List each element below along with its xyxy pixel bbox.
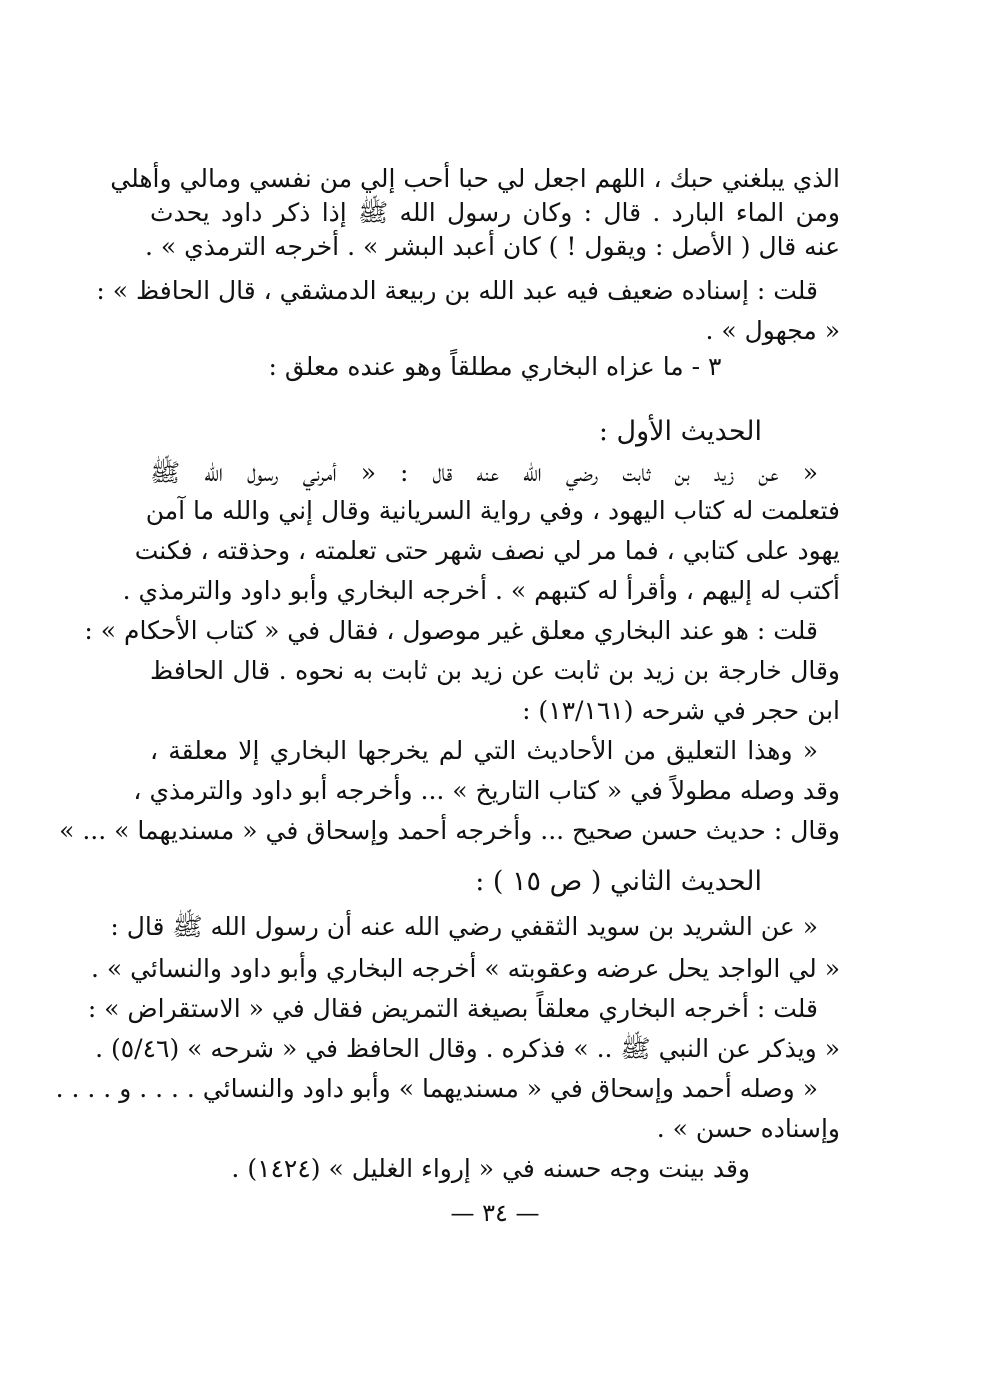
text-line: ومن الماء البارد . قال : وكان رسول الله ﷺ إذا ذكر داود يحدث bbox=[150, 198, 840, 227]
text-line: « عن الشريد بن سويد الثقفي رضي الله عنه أن رسول الله ﷺ قال : bbox=[110, 912, 818, 941]
text-line: « وهذا التعليق من الأحاديث التي لم يخرجها البخاري إلا معلقة ، bbox=[150, 736, 818, 765]
text-line: « عن زيد بن ثابت رضي الله عنه قال : « أمرني رسول الله ﷺ bbox=[150, 458, 818, 487]
text-line: « ويذكر عن النبي ﷺ .. » فذكره . وقال الحافظ في « شرحه » (٥/٤٦) . bbox=[95, 1034, 840, 1063]
text-line: « لي الواجد يحل عرضه وعقوبته » أخرجه البخاري وأبو داود والنسائي » . bbox=[90, 954, 840, 983]
text-line: قلت : أخرجه البخاري معلقاً بصيغة التمريض فقال في « الاستقراض » : bbox=[87, 994, 818, 1023]
text-line: يهود على كتابي ، فما مر لي نصف شهر حتى تعلمته ، وحذقته ، فكنت bbox=[134, 536, 840, 565]
text-line: وقد بينت وجه حسنه في « إرواء الغليل » (١٤٢٤) . bbox=[231, 1154, 750, 1183]
text-line: « وصله أحمد وإسحاق في « مسنديهما » وأبو داود والنسائي . . . . و . . . . bbox=[55, 1074, 818, 1103]
text-line: وإسناده حسن » . bbox=[656, 1114, 840, 1143]
hadith-heading-second: الحديث الثاني ( ص ١٥ ) : bbox=[475, 866, 762, 897]
text-line: فتعلمت له كتاب اليهود ، وفي رواية السريانية وقال إني والله ما آمن bbox=[145, 496, 840, 525]
book-page bbox=[55, 140, 840, 1250]
section-title: ٣ - ما عزاه البخاري مطلقاً وهو عنده معلق : bbox=[268, 352, 722, 381]
text-line: الذي يبلغني حبك ، اللهم اجعل لي حبا أحب إلي من نفسي ومالي وأهلي bbox=[110, 164, 840, 193]
text-line: قلت : هو عند البخاري معلق غير موصول ، فقال في « كتاب الأحكام » : bbox=[84, 616, 818, 645]
text-line: ابن حجر في شرحه (١٣/١٦١) : bbox=[522, 696, 840, 725]
text-line: « مجهول » . bbox=[705, 316, 840, 345]
text-line: وقال : حديث حسن صحيح ... وأخرجه أحمد وإسحاق في « مسنديهما » ... » bbox=[59, 816, 840, 845]
hadith-heading-first: الحديث الأول : bbox=[598, 416, 762, 447]
text-line: قلت : إسناده ضعيف فيه عبد الله بن ربيعة الدمشقي ، قال الحافظ » : bbox=[96, 276, 818, 305]
text-line: أكتب له إليهم ، وأقرأ له كتبهم » . أخرجه البخاري وأبو داود والترمذي . bbox=[122, 576, 840, 605]
text-line: وقد وصله مطولاً في « كتاب التاريخ » ... وأخرجه أبو داود والترمذي ، bbox=[133, 776, 840, 805]
text-line: عنه قال ( الأصل : ويقول ! ) كان أعبد البشر » . أخرجه الترمذي » . bbox=[145, 232, 840, 261]
page-number: — ٣٤ — bbox=[450, 1199, 540, 1227]
text-line: وقال خارجة بن زيد بن ثابت عن زيد بن ثابت به نحوه . قال الحافظ bbox=[150, 656, 840, 685]
